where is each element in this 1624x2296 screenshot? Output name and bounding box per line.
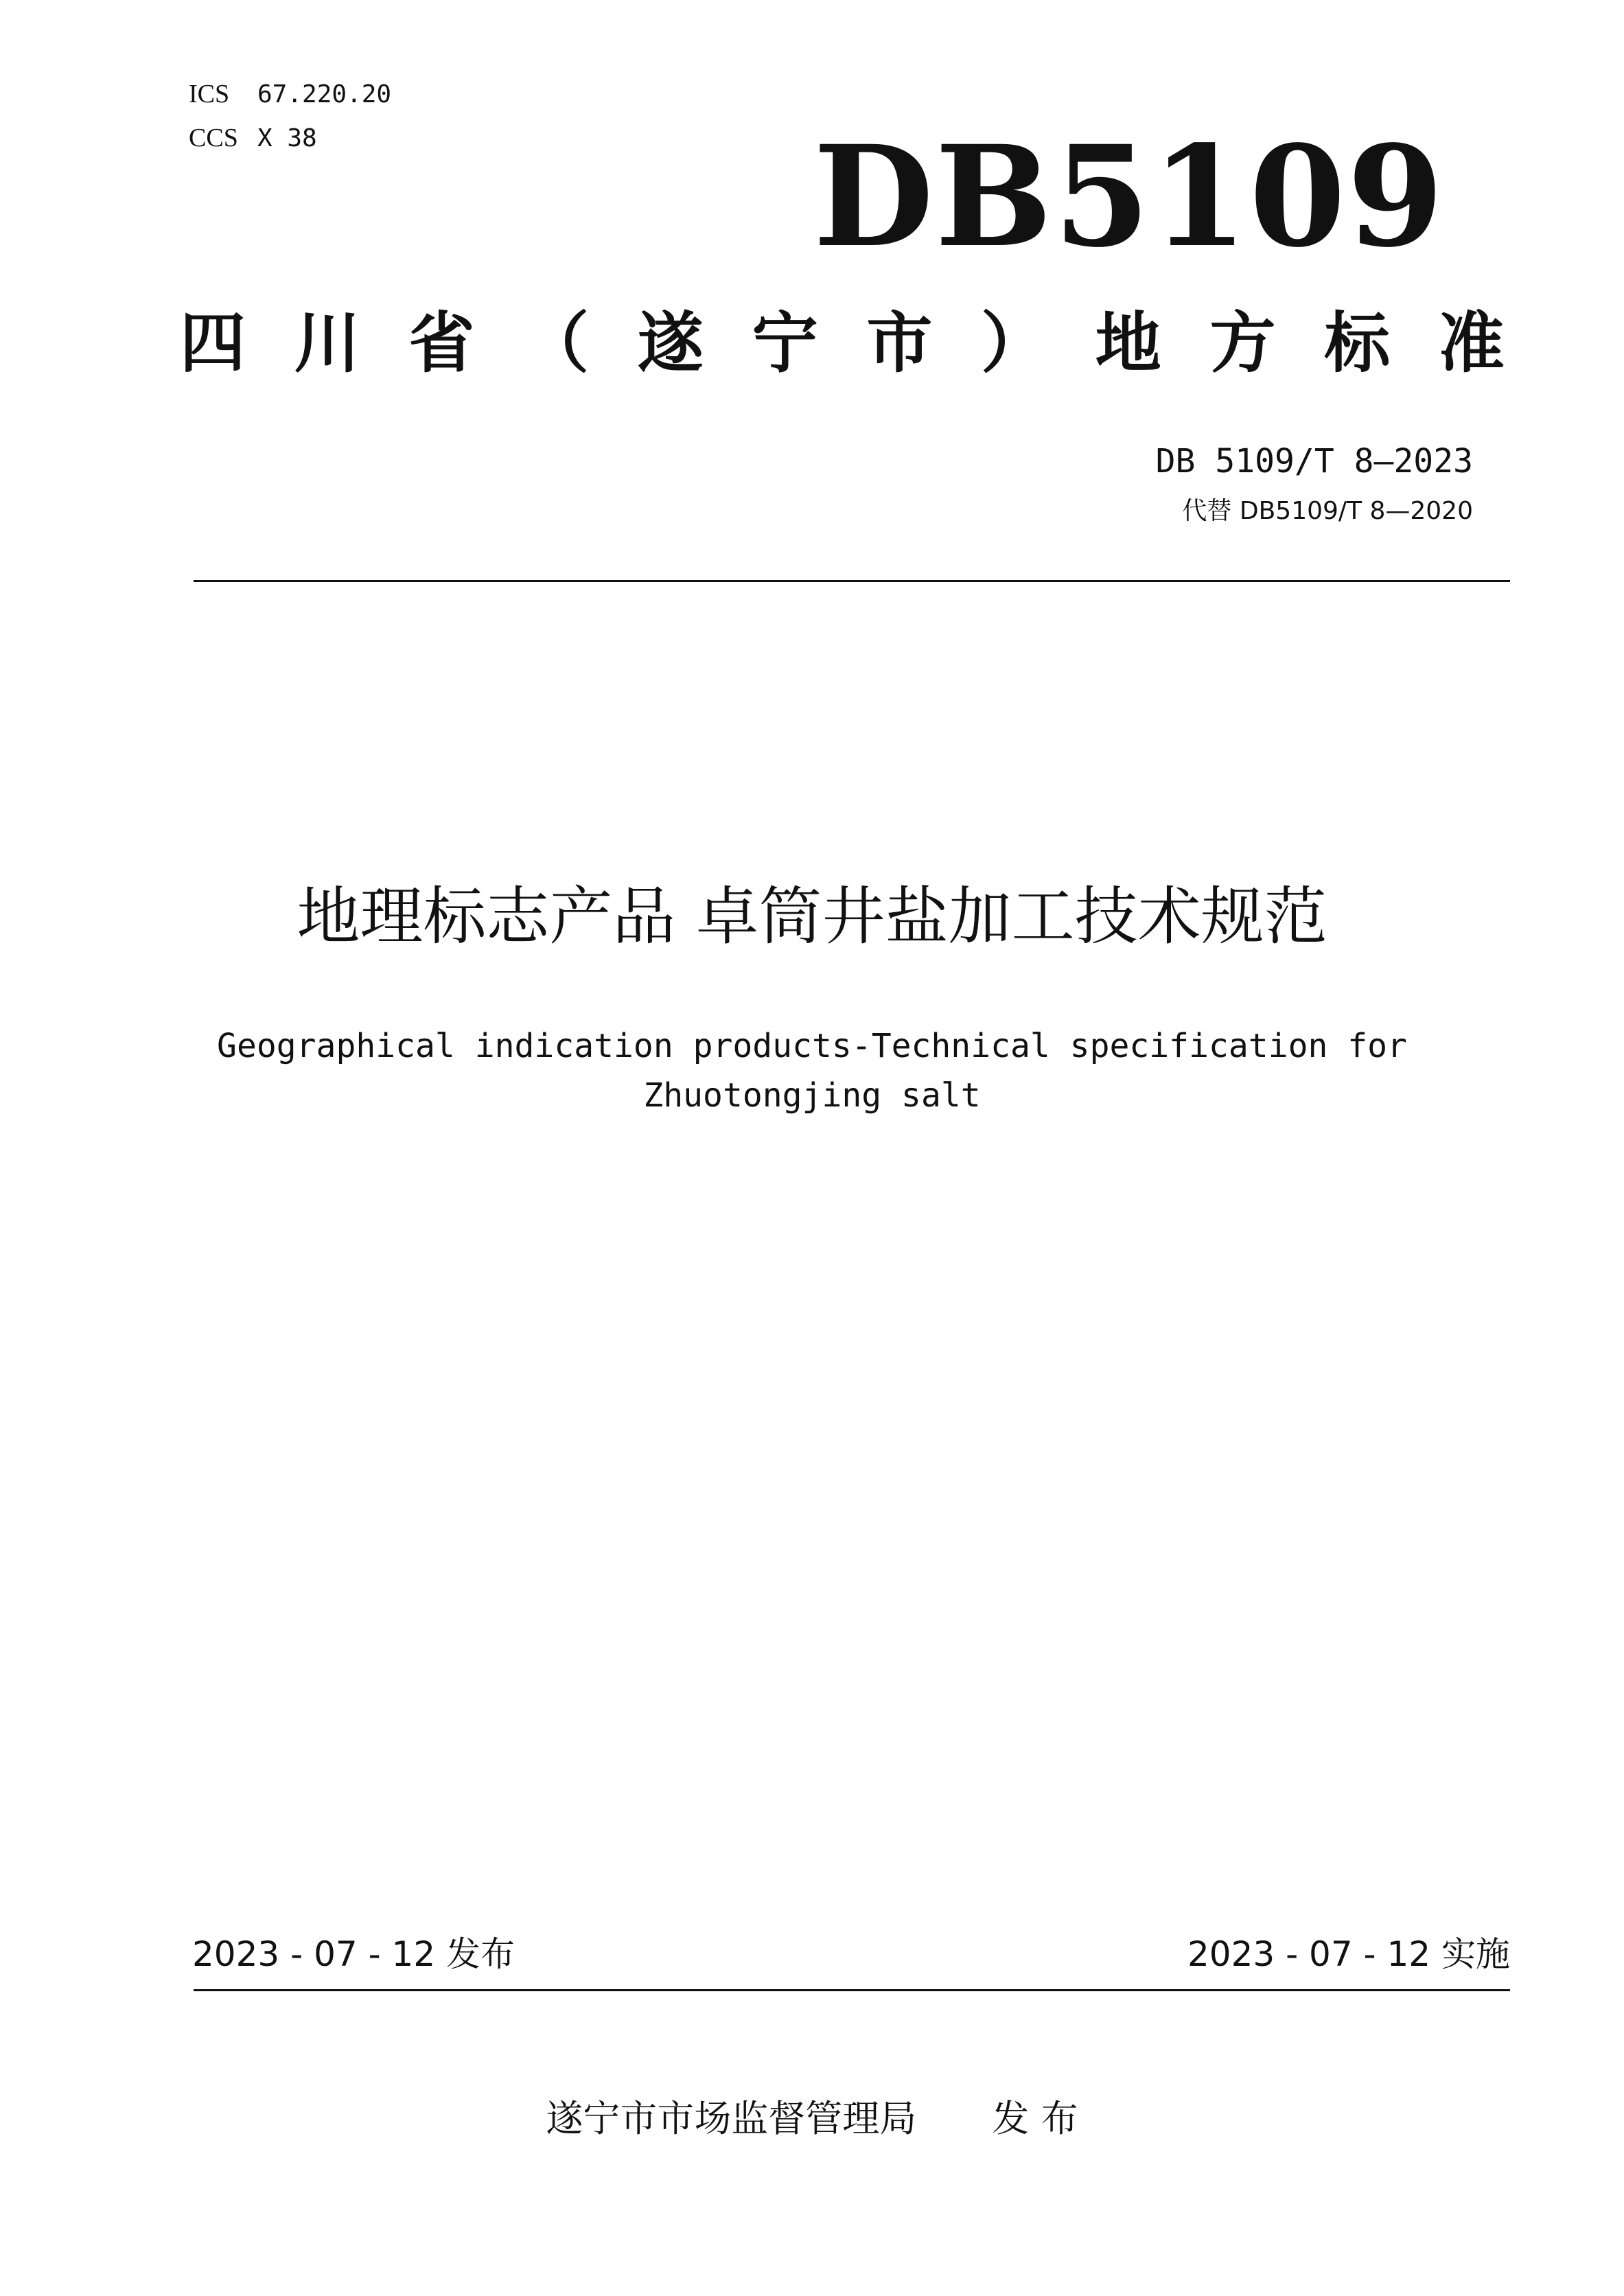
category-char: 遂	[637, 305, 704, 382]
issuer	[0, 2097, 1624, 2140]
category-char: 准	[1438, 305, 1505, 382]
ics-label: ICS	[189, 80, 230, 108]
category-char: 标	[1324, 305, 1391, 382]
ics-code	[189, 81, 391, 107]
category-char: ）	[981, 305, 1047, 382]
title-chinese: 地理标志产品 卓筒井盐加工技术规范	[297, 880, 1327, 953]
issuer-name: 遂宁市市场监督管理局	[546, 2097, 917, 2140]
issuer-action: 发 布	[992, 2097, 1078, 2140]
category-char: （	[523, 305, 590, 382]
standard-number: DB 5109/T 8—2023	[1155, 442, 1473, 480]
ccs-code	[189, 125, 317, 151]
category-char: 地	[1095, 305, 1161, 382]
footer-divider	[194, 1989, 1510, 1991]
standard-mark: DB5109	[813, 115, 1446, 278]
implementation-date: 2023 - 07 - 12 实施	[1187, 1934, 1510, 1974]
header-divider	[194, 580, 1510, 582]
category-char: 方	[1209, 305, 1276, 382]
replaces-standard: 代替 DB5109/T 8—2020	[1182, 497, 1473, 525]
ccs-label: CCS	[189, 124, 238, 152]
title-english-line1: Geographical indication products-Technical specification for	[217, 1027, 1407, 1065]
category-char: 宁	[752, 305, 818, 382]
ics-value: 67.220.20	[257, 80, 392, 108]
ccs-value: X 38	[257, 124, 317, 152]
issue-date: 2023 - 07 - 12 发布	[192, 1934, 515, 1974]
category-char: 川	[294, 305, 360, 382]
title-english-line2: Zhuotongjing salt	[643, 1076, 981, 1115]
category-char: 省	[408, 305, 475, 382]
category-char: 市	[866, 305, 933, 382]
standard-category	[180, 305, 1505, 382]
category-char: 四	[180, 305, 246, 382]
